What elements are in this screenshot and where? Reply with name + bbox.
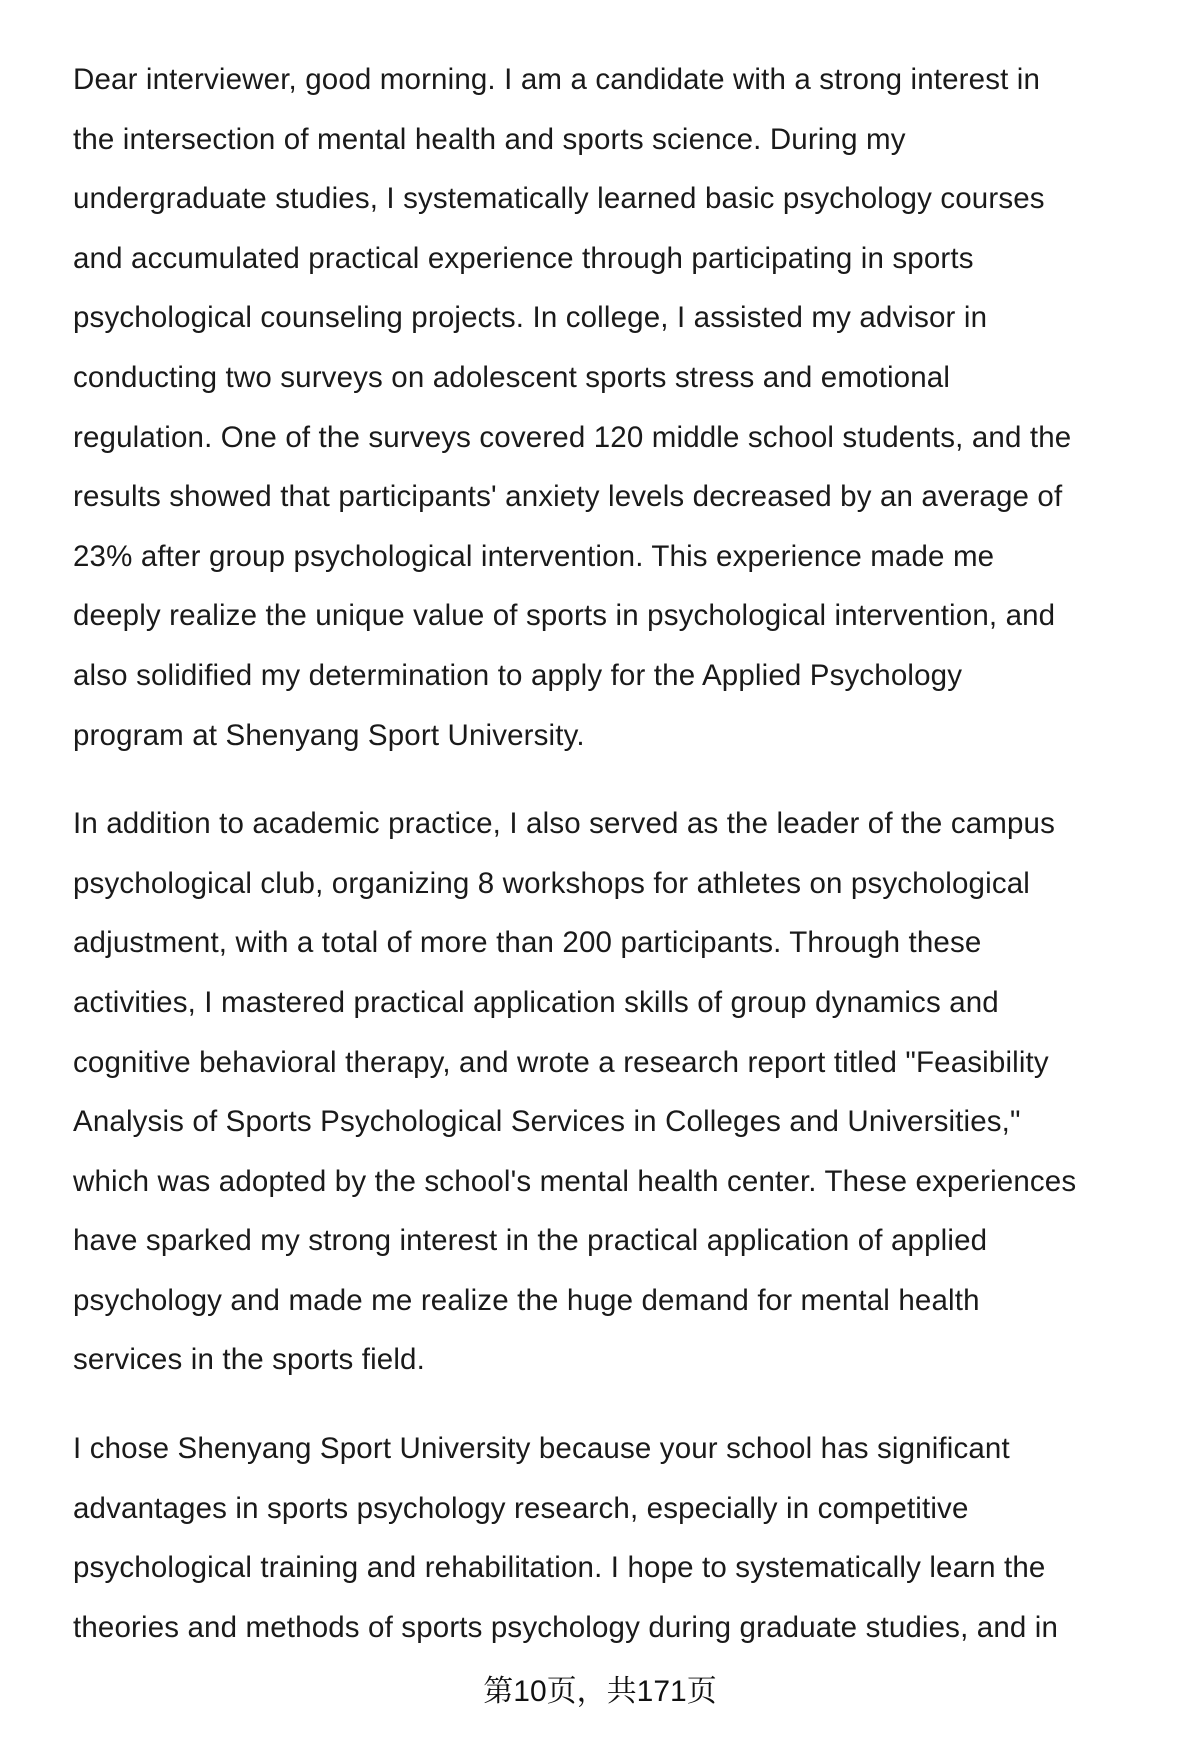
- text-line: cognitive behavioral therapy, and wrote a research report titled "Feasibility: [73, 1045, 1049, 1079]
- paragraph: [73, 794, 1153, 1390]
- text-line: regulation. One of the surveys covered 120 middle school students, and the: [73, 420, 1072, 454]
- document-page: [73, 50, 1153, 1686]
- page-number-footer: 第10页，共171页: [483, 1675, 717, 1708]
- text-line: the intersection of mental health and sports science. During my: [73, 122, 906, 156]
- text-line: advantages in sports psychology research, especially in competitive: [73, 1491, 969, 1525]
- text-line: also solidified my determination to apply for the Applied Psychology: [73, 658, 963, 692]
- text-line: psychological training and rehabilitation. I hope to systematically learn the: [73, 1551, 1046, 1585]
- paragraph: [73, 50, 1153, 765]
- text-line: psychological counseling projects. In college, I assisted my advisor in: [73, 301, 988, 335]
- text-line: and accumulated practical experience through participating in sports: [73, 241, 974, 275]
- text-line: undergraduate studies, I systematically learned basic psychology courses: [73, 182, 1045, 216]
- text-line: Analysis of Sports Psychological Services in Colleges and Universities,": [73, 1105, 1021, 1139]
- text-line: psychology and made me realize the huge demand for mental health: [73, 1283, 980, 1317]
- text-line: have sparked my strong interest in the practical application of applied: [73, 1224, 988, 1258]
- text-line: which was adopted by the school's mental health center. These experiences: [73, 1164, 1077, 1198]
- paragraph: [73, 1419, 1153, 1657]
- text-line: I chose Shenyang Sport University because your school has significant: [73, 1432, 1010, 1466]
- text-line: Dear interviewer, good morning. I am a candidate with a strong interest in: [73, 63, 1041, 96]
- text-line: In addition to academic practice, I also served as the leader of the campus: [73, 807, 1056, 841]
- text-line: psychological club, organizing 8 workshops for athletes on psychological: [73, 866, 1030, 900]
- text-line: conducting two surveys on adolescent sports stress and emotional: [73, 360, 951, 394]
- text-line: theories and methods of sports psychology during graduate studies, and in: [73, 1610, 1059, 1644]
- text-line: program at Shenyang Sport University.: [73, 718, 585, 752]
- text-line: services in the sports field.: [73, 1343, 425, 1377]
- text-line: deeply realize the unique value of sports in psychological intervention, and: [73, 599, 1056, 633]
- text-line: 23% after group psychological intervention. This experience made me: [73, 539, 995, 573]
- text-line: results showed that participants' anxiety levels decreased by an average of: [73, 480, 1063, 514]
- text-line: adjustment, with a total of more than 200 participants. Through these: [73, 926, 982, 960]
- text-line: activities, I mastered practical application skills of group dynamics and: [73, 985, 999, 1019]
